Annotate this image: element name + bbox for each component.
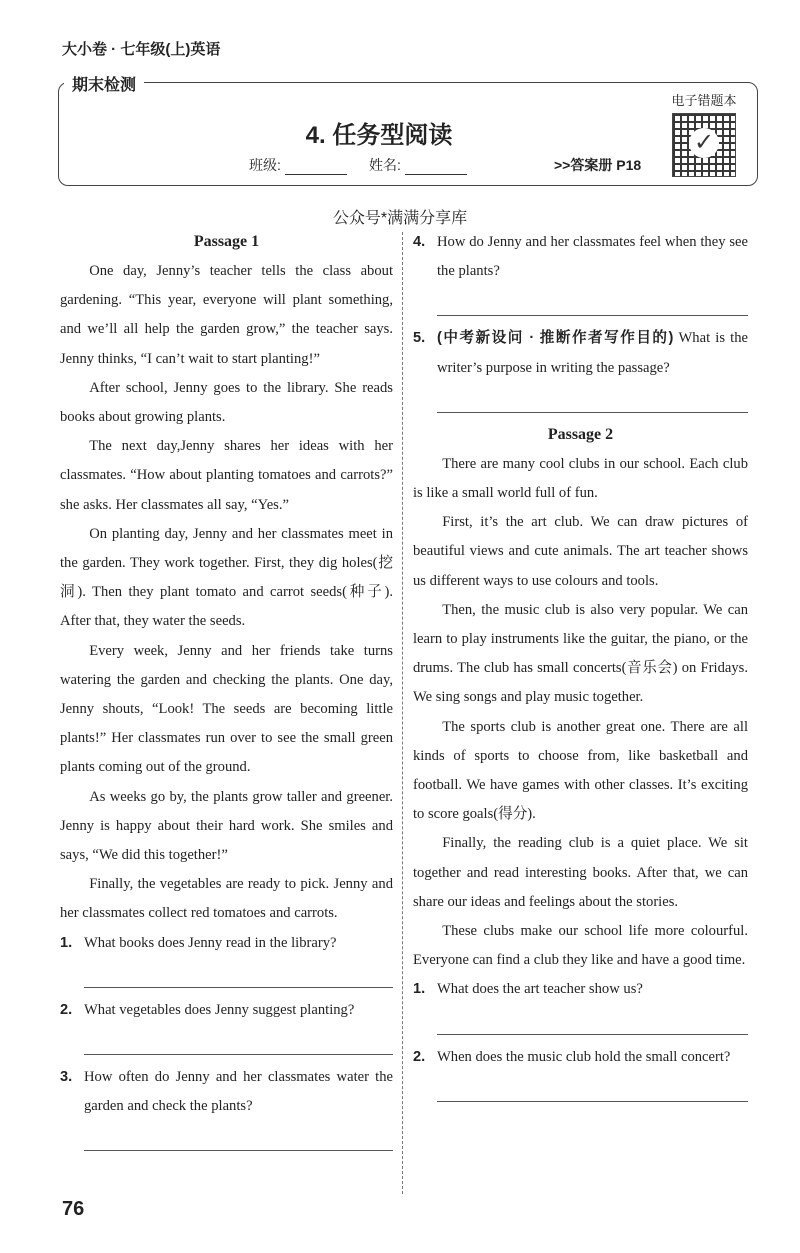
qr-code-block[interactable] <box>664 90 744 177</box>
answer-line[interactable] <box>437 383 748 413</box>
question-item <box>413 324 748 382</box>
passage1-paragraph: Every week, Jenny and her friends take turns watering the garden and checking the plants. One day, Jenny shouts, “Look! The seeds are becoming little plants!” Her classmates run over to see the small green plants coming out of the ground. <box>60 642 393 776</box>
class-blank[interactable] <box>285 174 347 175</box>
passage1-paragraph: After school, Jenny goes to the library. She reads books about growing plants. <box>60 379 393 426</box>
question-item <box>60 929 393 958</box>
question-number: 4. <box>413 234 426 250</box>
passage1-title: Passage 1 <box>193 233 260 250</box>
question-text: What books does Jenny read in the library? <box>84 934 337 951</box>
passage2-paragraph: First, it’s the art club. We can draw pictures of beautiful views and cute animals. The art teacher shows us different ways to use colours and tools. <box>413 514 748 589</box>
question-number: 1. <box>413 981 426 998</box>
answer-line[interactable] <box>437 1005 748 1035</box>
book-title: 大小卷 · 七年级(上)英语 <box>62 41 221 58</box>
question-number: 5. <box>413 330 426 347</box>
passage2-paragraph: There are many cool clubs in our school. Each club is like a small world full of fun. <box>413 455 748 502</box>
question-text: When does the music club hold the small concert? <box>437 1048 731 1065</box>
qr-label: 电子错题本 <box>671 93 737 108</box>
question-item <box>60 1063 393 1121</box>
answer-reference: >>答案册 P18 <box>554 157 642 173</box>
question-number: 1. <box>60 934 73 951</box>
question-item <box>413 228 748 286</box>
question-tag: (中考新设问 · 推断作者写作目的) <box>437 330 674 347</box>
answer-line[interactable] <box>84 1121 393 1151</box>
passage2-paragraph: The sports club is another great one. There are all kinds of sports to choose from, like basketball and football. We have games with other classes. It’s exciting to score goals(得分). <box>413 718 748 823</box>
answer-line[interactable] <box>437 1072 748 1102</box>
question-text: What vegetables does Jenny suggest planting? <box>84 1001 355 1018</box>
passage2-paragraph: Finally, the reading club is a quiet place. We sit together and read interesting books. After that, we can share our ideas and feelings about the stories. <box>413 835 748 910</box>
section-title: 4. 任务型阅读 <box>305 122 453 149</box>
exam-tab: 期末检测 <box>64 72 144 95</box>
answer-line[interactable] <box>84 1025 393 1055</box>
question-number: 2. <box>60 1001 73 1018</box>
question-text: How do Jenny and her classmates feel when they see the plants? <box>437 234 748 280</box>
name-label: 姓名: <box>369 157 401 173</box>
qr-code-icon[interactable] <box>672 113 736 177</box>
passage2-title: Passage 2 <box>547 425 614 443</box>
question-item <box>413 1043 748 1072</box>
passage2-paragraph: These clubs make our school life more colourful. Everyone can find a club they like and have a good time. <box>413 923 748 969</box>
question-text: What is the writer’s purpose in writing the passage? <box>437 330 748 376</box>
passage2-paragraph: Then, the music club is also very popular. We can learn to play instruments like the guitar, the piano, or the drums. The club has small concerts(音乐会) on Fridays. We sing songs and play music together. <box>413 601 748 706</box>
watermark: 公众号*满满分享库 <box>332 210 468 227</box>
class-label: 班级: <box>249 157 281 173</box>
answer-line[interactable] <box>84 958 393 988</box>
answer-line[interactable] <box>437 286 748 316</box>
question-text: What does the art teacher show us? <box>437 981 643 998</box>
column-divider <box>402 232 403 1194</box>
passage1-paragraph: On planting day, Jenny and her classmates meet in the garden. They work together. First, they dig holes(挖洞). Then they plant tomato and carrot seeds(种子). After that, they water the seeds. <box>60 525 393 630</box>
name-field <box>369 155 467 175</box>
question-number: 2. <box>413 1048 426 1065</box>
passage1-paragraph: As weeks go by, the plants grow taller and greener. Jenny is happy about their hard work. She smiles and says, “We did this together!” <box>60 788 393 864</box>
check-icon: ✓ <box>689 128 719 158</box>
class-field <box>249 155 347 175</box>
passage1-paragraph: The next day,Jenny shares her ideas with her classmates. “How about planting tomatoes and carrots?” she asks. Her classmates all say, “Yes.” <box>60 438 393 513</box>
question-item <box>60 996 393 1025</box>
passage1-paragraph: Finally, the vegetables are ready to pick. Jenny and her classmates collect red tomatoes and carrots. <box>60 876 393 922</box>
left-column <box>60 228 393 1159</box>
question-item <box>413 975 748 1004</box>
question-number: 3. <box>60 1069 73 1086</box>
question-text: How often do Jenny and her classmates water the garden and check the plants? <box>84 1069 393 1115</box>
passage1-paragraph: One day, Jenny’s teacher tells the class about gardening. “This year, everyone will plant something, and we’ll all help the garden grow,” the teacher says. Jenny thinks, “I can’t wait to start planting!” <box>60 263 393 367</box>
page-number: 76 <box>62 1198 85 1220</box>
section-header-box <box>58 82 758 186</box>
name-blank[interactable] <box>405 174 467 175</box>
right-column <box>413 228 748 1110</box>
